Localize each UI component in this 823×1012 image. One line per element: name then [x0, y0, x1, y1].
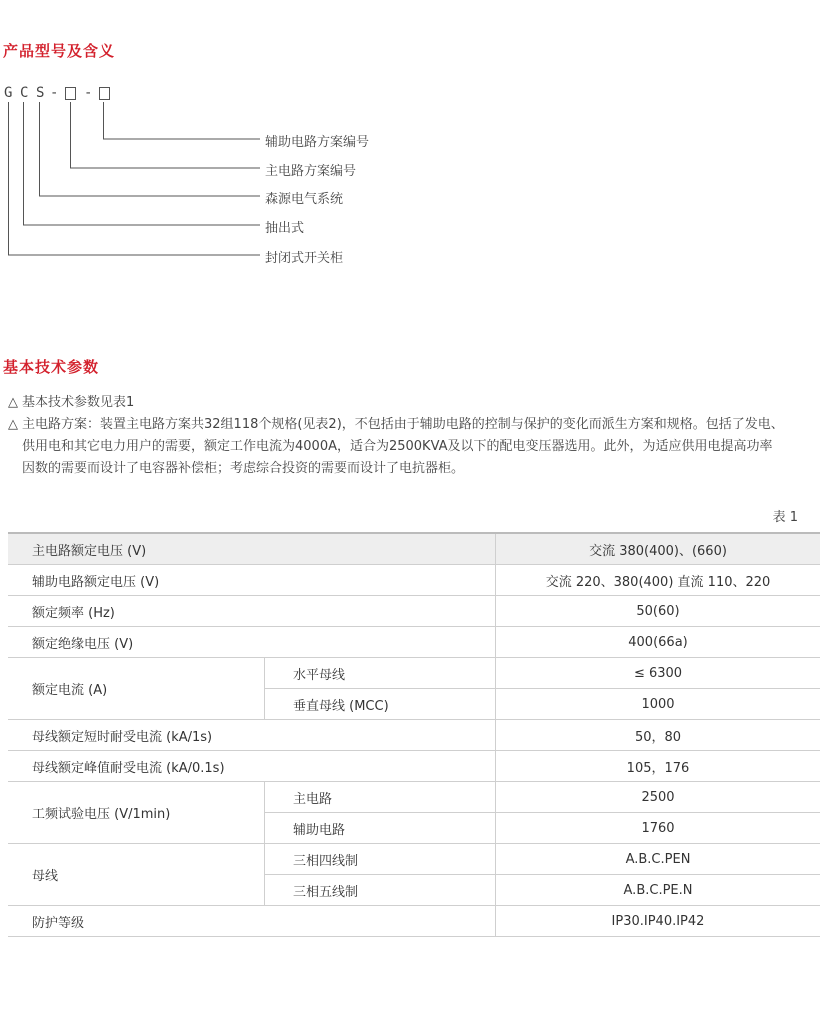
row-value: ≤ 6300: [496, 658, 821, 689]
table-row: [8, 565, 820, 596]
table-row: [8, 627, 820, 658]
row-label: 额定绝缘电压 (V): [8, 627, 496, 658]
row-sublabel: 水平母线: [265, 658, 496, 689]
table-row: [8, 751, 820, 782]
table-row: [8, 596, 820, 627]
legend-main-circuit: 主电路方案编号: [265, 164, 357, 179]
row-label: 辅助电路额定电压 (V): [8, 565, 496, 596]
paragraph-2-line-2: 供用电和其它电力用户的需要，额定工作电流为4000A，适合为2500KVA及以下的配电变压器选用。此外，为适应供用电提高功率: [22, 439, 773, 454]
paragraph-2: [8, 414, 819, 480]
legend-company: 森源电气系统: [265, 192, 344, 207]
legend-enclosed: 封闭式开关柜: [265, 251, 344, 266]
row-label: 工频试验电压 (V/1min): [8, 782, 265, 844]
row-sublabel: 三相五线制: [265, 875, 496, 906]
spec-table: [8, 532, 820, 937]
row-value: A.B.C.PEN: [496, 844, 821, 875]
row-value: 1000: [496, 689, 821, 720]
table-row: [8, 658, 820, 689]
model-dash-2: -: [84, 85, 93, 101]
leader-line-s: [40, 102, 261, 196]
leader-line-aux: [104, 102, 261, 139]
row-value: 交流 220、380(400) 直流 110、220: [496, 565, 821, 596]
row-value: 105，176: [496, 751, 821, 782]
model-char-s: S: [36, 85, 45, 101]
leader-line-g: [9, 102, 261, 255]
row-value: 50，80: [496, 720, 821, 751]
paragraph-2-line-3: 因数的需要而设计了电容器补偿柜；考虑综合投资的需要而设计了电抗器柜。: [22, 461, 465, 476]
model-leader-lines: [0, 0, 823, 290]
row-label: 主电路额定电压 (V): [8, 533, 496, 565]
table-row: [8, 782, 820, 813]
triangle-icon: △: [8, 395, 18, 410]
row-value: 50(60): [496, 596, 821, 627]
row-value: 交流 380(400)、(660): [496, 533, 821, 565]
row-value: 400(66a): [496, 627, 821, 658]
row-label: 母线额定短时耐受电流 (kA/1s): [8, 720, 496, 751]
row-value: IP30.IP40.IP42: [496, 906, 821, 937]
row-sublabel: 辅助电路: [265, 813, 496, 844]
row-sublabel: 垂直母线 (MCC): [265, 689, 496, 720]
table-caption: 表 1: [772, 510, 798, 525]
leader-line-c: [24, 102, 261, 225]
row-label: 额定电流 (A): [8, 658, 265, 720]
leader-line-main: [71, 102, 261, 168]
legend-drawout: 抽出式: [265, 221, 305, 236]
model-dash-1: -: [50, 85, 59, 101]
legend-aux-circuit: 辅助电路方案编号: [265, 135, 370, 150]
paragraph-1: [8, 392, 819, 414]
model-char-g: G: [4, 85, 13, 101]
row-sublabel: 主电路: [265, 782, 496, 813]
paragraph-2-line-1: 主电路方案：装置主电路方案共32组118个规格(见表2)，不包括由于辅助电路的控制与保护的变化而派生方案和规格。包括了发电、: [22, 417, 784, 432]
row-sublabel: 三相四线制: [265, 844, 496, 875]
row-label: 防护等级: [8, 906, 496, 937]
triangle-icon: △: [8, 417, 18, 432]
row-label: 母线: [8, 844, 265, 906]
table-row: [8, 844, 820, 875]
row-value: 2500: [496, 782, 821, 813]
row-value: 1760: [496, 813, 821, 844]
row-label: 额定频率 (Hz): [8, 596, 496, 627]
row-label: 母线额定峰值耐受电流 (kA/0.1s): [8, 751, 496, 782]
section-title-params: 基本技术参数: [3, 358, 100, 376]
table-row: [8, 906, 820, 937]
section-title-model: 产品型号及含义: [3, 42, 116, 60]
row-value: A.B.C.PE.N: [496, 875, 821, 906]
model-char-c: C: [20, 85, 29, 101]
table-row: [8, 720, 820, 751]
paragraph-1-text: 基本技术参数见表1: [22, 395, 135, 410]
table-row: [8, 533, 820, 565]
